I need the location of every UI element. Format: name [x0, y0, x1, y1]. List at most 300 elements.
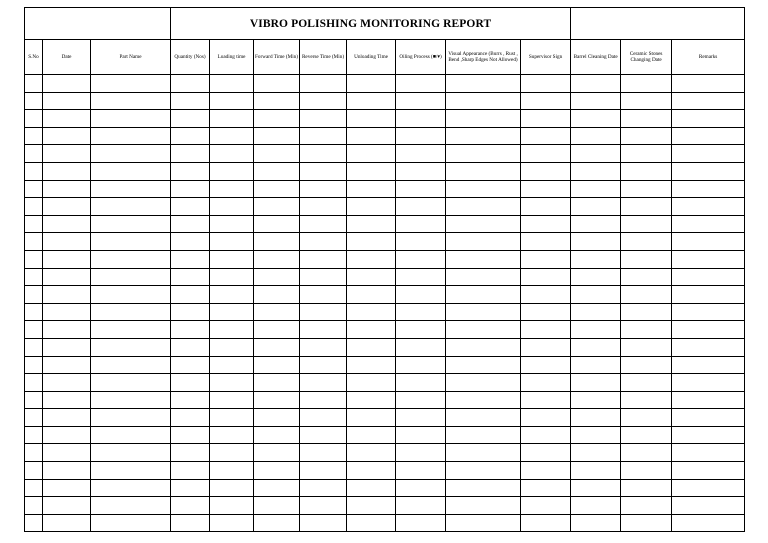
table-cell[interactable]: [446, 391, 521, 409]
table-cell[interactable]: [446, 303, 521, 321]
table-cell[interactable]: [672, 215, 745, 233]
table-cell[interactable]: [571, 462, 621, 480]
table-cell[interactable]: [621, 303, 672, 321]
table-cell[interactable]: [91, 92, 171, 110]
table-cell[interactable]: [521, 250, 571, 268]
table-cell[interactable]: [621, 110, 672, 128]
table-cell[interactable]: [672, 444, 745, 462]
table-cell[interactable]: [396, 286, 446, 304]
table-cell[interactable]: [43, 233, 91, 251]
table-cell[interactable]: [396, 321, 446, 339]
table-cell[interactable]: [621, 426, 672, 444]
table-cell[interactable]: [171, 75, 210, 93]
table-cell[interactable]: [621, 391, 672, 409]
table-cell[interactable]: [91, 338, 171, 356]
table-cell[interactable]: [672, 479, 745, 497]
table-cell[interactable]: [396, 110, 446, 128]
table-cell[interactable]: [672, 110, 745, 128]
table-cell[interactable]: [43, 215, 91, 233]
table-cell[interactable]: [254, 75, 300, 93]
table-cell[interactable]: [347, 75, 396, 93]
table-cell[interactable]: [571, 409, 621, 427]
table-cell[interactable]: [347, 198, 396, 216]
table-cell[interactable]: [347, 127, 396, 145]
table-cell[interactable]: [621, 356, 672, 374]
table-cell[interactable]: [91, 127, 171, 145]
table-cell[interactable]: [254, 215, 300, 233]
table-cell[interactable]: [43, 426, 91, 444]
table-cell[interactable]: [91, 321, 171, 339]
table-cell[interactable]: [621, 497, 672, 515]
table-cell[interactable]: [300, 250, 347, 268]
table-cell[interactable]: [300, 92, 347, 110]
table-cell[interactable]: [396, 233, 446, 251]
table-cell[interactable]: [571, 356, 621, 374]
table-cell[interactable]: [521, 479, 571, 497]
table-cell[interactable]: [25, 145, 43, 163]
table-cell[interactable]: [210, 75, 254, 93]
table-cell[interactable]: [621, 250, 672, 268]
table-cell[interactable]: [43, 514, 91, 532]
table-cell[interactable]: [621, 198, 672, 216]
table-cell[interactable]: [25, 426, 43, 444]
table-cell[interactable]: [254, 303, 300, 321]
table-cell[interactable]: [571, 75, 621, 93]
table-cell[interactable]: [347, 92, 396, 110]
table-cell[interactable]: [521, 321, 571, 339]
table-cell[interactable]: [171, 497, 210, 515]
table-cell[interactable]: [171, 162, 210, 180]
table-cell[interactable]: [347, 162, 396, 180]
table-cell[interactable]: [254, 286, 300, 304]
table-cell[interactable]: [25, 162, 43, 180]
table-cell[interactable]: [300, 215, 347, 233]
table-cell[interactable]: [571, 92, 621, 110]
table-cell[interactable]: [521, 92, 571, 110]
table-cell[interactable]: [521, 514, 571, 532]
table-cell[interactable]: [210, 462, 254, 480]
table-cell[interactable]: [446, 321, 521, 339]
table-cell[interactable]: [446, 514, 521, 532]
table-cell[interactable]: [171, 426, 210, 444]
table-cell[interactable]: [621, 514, 672, 532]
table-cell[interactable]: [300, 198, 347, 216]
table-cell[interactable]: [571, 198, 621, 216]
table-cell[interactable]: [25, 75, 43, 93]
table-cell[interactable]: [571, 145, 621, 163]
table-cell[interactable]: [621, 215, 672, 233]
table-cell[interactable]: [25, 92, 43, 110]
table-cell[interactable]: [210, 286, 254, 304]
table-cell[interactable]: [347, 356, 396, 374]
table-cell[interactable]: [521, 75, 571, 93]
table-cell[interactable]: [210, 233, 254, 251]
table-cell[interactable]: [521, 145, 571, 163]
table-cell[interactable]: [254, 479, 300, 497]
table-cell[interactable]: [171, 127, 210, 145]
table-cell[interactable]: [571, 497, 621, 515]
table-cell[interactable]: [43, 110, 91, 128]
table-cell[interactable]: [91, 286, 171, 304]
table-cell[interactable]: [347, 215, 396, 233]
table-cell[interactable]: [446, 198, 521, 216]
table-cell[interactable]: [25, 215, 43, 233]
table-cell[interactable]: [25, 110, 43, 128]
table-cell[interactable]: [347, 110, 396, 128]
table-cell[interactable]: [521, 110, 571, 128]
table-cell[interactable]: [347, 180, 396, 198]
table-cell[interactable]: [396, 426, 446, 444]
table-cell[interactable]: [300, 338, 347, 356]
table-cell[interactable]: [347, 426, 396, 444]
table-cell[interactable]: [571, 303, 621, 321]
table-cell[interactable]: [254, 145, 300, 163]
table-cell[interactable]: [25, 356, 43, 374]
table-cell[interactable]: [621, 479, 672, 497]
table-cell[interactable]: [672, 303, 745, 321]
table-cell[interactable]: [396, 514, 446, 532]
table-cell[interactable]: [521, 198, 571, 216]
table-cell[interactable]: [672, 391, 745, 409]
table-cell[interactable]: [25, 233, 43, 251]
table-cell[interactable]: [43, 462, 91, 480]
table-cell[interactable]: [446, 110, 521, 128]
table-cell[interactable]: [300, 409, 347, 427]
table-cell[interactable]: [571, 321, 621, 339]
table-cell[interactable]: [672, 180, 745, 198]
table-cell[interactable]: [254, 92, 300, 110]
table-cell[interactable]: [347, 444, 396, 462]
table-cell[interactable]: [571, 162, 621, 180]
table-cell[interactable]: [672, 497, 745, 515]
table-cell[interactable]: [254, 162, 300, 180]
table-cell[interactable]: [43, 92, 91, 110]
table-cell[interactable]: [300, 145, 347, 163]
table-cell[interactable]: [621, 162, 672, 180]
table-cell[interactable]: [254, 374, 300, 392]
table-cell[interactable]: [571, 215, 621, 233]
table-cell[interactable]: [621, 286, 672, 304]
table-cell[interactable]: [446, 444, 521, 462]
table-cell[interactable]: [446, 127, 521, 145]
table-cell[interactable]: [210, 444, 254, 462]
table-cell[interactable]: [210, 198, 254, 216]
table-cell[interactable]: [621, 444, 672, 462]
table-cell[interactable]: [672, 75, 745, 93]
table-cell[interactable]: [396, 162, 446, 180]
table-cell[interactable]: [300, 444, 347, 462]
table-cell[interactable]: [521, 127, 571, 145]
table-cell[interactable]: [446, 374, 521, 392]
table-cell[interactable]: [254, 233, 300, 251]
table-cell[interactable]: [43, 268, 91, 286]
table-cell[interactable]: [25, 321, 43, 339]
table-cell[interactable]: [91, 462, 171, 480]
table-cell[interactable]: [171, 338, 210, 356]
table-cell[interactable]: [171, 321, 210, 339]
table-cell[interactable]: [521, 286, 571, 304]
table-cell[interactable]: [171, 268, 210, 286]
table-cell[interactable]: [43, 338, 91, 356]
table-cell[interactable]: [210, 215, 254, 233]
table-cell[interactable]: [91, 233, 171, 251]
table-cell[interactable]: [446, 356, 521, 374]
table-cell[interactable]: [521, 233, 571, 251]
table-cell[interactable]: [446, 462, 521, 480]
table-cell[interactable]: [446, 250, 521, 268]
table-cell[interactable]: [621, 145, 672, 163]
table-cell[interactable]: [171, 110, 210, 128]
table-cell[interactable]: [300, 497, 347, 515]
table-cell[interactable]: [621, 321, 672, 339]
table-cell[interactable]: [672, 426, 745, 444]
table-cell[interactable]: [171, 462, 210, 480]
table-cell[interactable]: [446, 286, 521, 304]
table-cell[interactable]: [446, 180, 521, 198]
table-cell[interactable]: [446, 162, 521, 180]
table-cell[interactable]: [91, 180, 171, 198]
table-cell[interactable]: [396, 356, 446, 374]
table-cell[interactable]: [43, 75, 91, 93]
table-cell[interactable]: [672, 462, 745, 480]
table-cell[interactable]: [254, 426, 300, 444]
table-cell[interactable]: [300, 374, 347, 392]
table-cell[interactable]: [210, 303, 254, 321]
table-cell[interactable]: [571, 268, 621, 286]
table-cell[interactable]: [672, 268, 745, 286]
table-cell[interactable]: [91, 444, 171, 462]
table-cell[interactable]: [210, 250, 254, 268]
table-cell[interactable]: [621, 374, 672, 392]
table-cell[interactable]: [210, 321, 254, 339]
table-cell[interactable]: [171, 356, 210, 374]
table-cell[interactable]: [672, 127, 745, 145]
table-cell[interactable]: [171, 514, 210, 532]
table-cell[interactable]: [171, 409, 210, 427]
table-cell[interactable]: [210, 374, 254, 392]
table-cell[interactable]: [396, 374, 446, 392]
table-cell[interactable]: [254, 497, 300, 515]
table-cell[interactable]: [396, 92, 446, 110]
table-cell[interactable]: [672, 321, 745, 339]
table-cell[interactable]: [210, 356, 254, 374]
table-cell[interactable]: [300, 356, 347, 374]
table-cell[interactable]: [571, 286, 621, 304]
table-cell[interactable]: [396, 303, 446, 321]
table-cell[interactable]: [347, 462, 396, 480]
table-cell[interactable]: [91, 409, 171, 427]
table-cell[interactable]: [210, 479, 254, 497]
table-cell[interactable]: [171, 479, 210, 497]
table-cell[interactable]: [43, 162, 91, 180]
table-cell[interactable]: [25, 374, 43, 392]
table-cell[interactable]: [43, 409, 91, 427]
table-cell[interactable]: [571, 110, 621, 128]
table-cell[interactable]: [521, 303, 571, 321]
table-cell[interactable]: [300, 462, 347, 480]
table-cell[interactable]: [254, 444, 300, 462]
table-cell[interactable]: [621, 233, 672, 251]
table-cell[interactable]: [396, 409, 446, 427]
table-cell[interactable]: [446, 479, 521, 497]
table-cell[interactable]: [672, 374, 745, 392]
table-cell[interactable]: [672, 250, 745, 268]
table-cell[interactable]: [347, 250, 396, 268]
table-cell[interactable]: [254, 409, 300, 427]
table-cell[interactable]: [521, 356, 571, 374]
table-cell[interactable]: [672, 233, 745, 251]
table-cell[interactable]: [300, 426, 347, 444]
table-cell[interactable]: [571, 338, 621, 356]
table-cell[interactable]: [210, 514, 254, 532]
table-cell[interactable]: [43, 374, 91, 392]
table-cell[interactable]: [25, 462, 43, 480]
table-cell[interactable]: [446, 338, 521, 356]
table-cell[interactable]: [621, 127, 672, 145]
table-cell[interactable]: [25, 303, 43, 321]
table-cell[interactable]: [210, 127, 254, 145]
table-cell[interactable]: [254, 391, 300, 409]
table-cell[interactable]: [210, 391, 254, 409]
table-cell[interactable]: [672, 286, 745, 304]
table-cell[interactable]: [43, 321, 91, 339]
table-cell[interactable]: [396, 479, 446, 497]
table-cell[interactable]: [347, 303, 396, 321]
table-cell[interactable]: [672, 162, 745, 180]
table-cell[interactable]: [446, 497, 521, 515]
table-cell[interactable]: [300, 514, 347, 532]
table-cell[interactable]: [210, 145, 254, 163]
table-cell[interactable]: [25, 409, 43, 427]
table-cell[interactable]: [300, 286, 347, 304]
table-cell[interactable]: [300, 162, 347, 180]
table-cell[interactable]: [25, 479, 43, 497]
table-cell[interactable]: [171, 286, 210, 304]
table-cell[interactable]: [396, 198, 446, 216]
table-cell[interactable]: [300, 479, 347, 497]
table-cell[interactable]: [171, 180, 210, 198]
table-cell[interactable]: [521, 338, 571, 356]
table-cell[interactable]: [672, 198, 745, 216]
table-cell[interactable]: [521, 215, 571, 233]
table-cell[interactable]: [672, 356, 745, 374]
table-cell[interactable]: [171, 92, 210, 110]
table-cell[interactable]: [43, 444, 91, 462]
table-cell[interactable]: [521, 391, 571, 409]
table-cell[interactable]: [571, 444, 621, 462]
table-cell[interactable]: [396, 444, 446, 462]
table-cell[interactable]: [621, 268, 672, 286]
table-cell[interactable]: [521, 268, 571, 286]
table-cell[interactable]: [43, 497, 91, 515]
table-cell[interactable]: [91, 215, 171, 233]
table-cell[interactable]: [396, 391, 446, 409]
table-cell[interactable]: [521, 497, 571, 515]
table-cell[interactable]: [396, 180, 446, 198]
table-cell[interactable]: [521, 409, 571, 427]
table-cell[interactable]: [43, 250, 91, 268]
table-cell[interactable]: [396, 462, 446, 480]
table-cell[interactable]: [396, 145, 446, 163]
table-cell[interactable]: [254, 180, 300, 198]
table-cell[interactable]: [171, 444, 210, 462]
table-cell[interactable]: [347, 497, 396, 515]
table-cell[interactable]: [25, 514, 43, 532]
table-cell[interactable]: [25, 286, 43, 304]
table-cell[interactable]: [91, 162, 171, 180]
table-cell[interactable]: [621, 92, 672, 110]
table-cell[interactable]: [347, 286, 396, 304]
table-cell[interactable]: [43, 198, 91, 216]
table-cell[interactable]: [91, 391, 171, 409]
table-cell[interactable]: [347, 374, 396, 392]
table-cell[interactable]: [254, 356, 300, 374]
table-cell[interactable]: [43, 303, 91, 321]
table-cell[interactable]: [43, 180, 91, 198]
table-cell[interactable]: [91, 145, 171, 163]
table-cell[interactable]: [446, 268, 521, 286]
table-cell[interactable]: [171, 145, 210, 163]
table-cell[interactable]: [210, 110, 254, 128]
table-cell[interactable]: [25, 268, 43, 286]
table-cell[interactable]: [347, 514, 396, 532]
table-cell[interactable]: [396, 215, 446, 233]
table-cell[interactable]: [25, 198, 43, 216]
table-cell[interactable]: [254, 250, 300, 268]
table-cell[interactable]: [91, 514, 171, 532]
table-cell[interactable]: [91, 75, 171, 93]
table-cell[interactable]: [396, 75, 446, 93]
table-cell[interactable]: [571, 374, 621, 392]
table-cell[interactable]: [672, 514, 745, 532]
table-cell[interactable]: [571, 479, 621, 497]
table-cell[interactable]: [396, 268, 446, 286]
table-cell[interactable]: [521, 426, 571, 444]
table-cell[interactable]: [446, 215, 521, 233]
table-cell[interactable]: [171, 374, 210, 392]
table-cell[interactable]: [571, 180, 621, 198]
table-cell[interactable]: [347, 321, 396, 339]
table-cell[interactable]: [300, 303, 347, 321]
table-cell[interactable]: [621, 338, 672, 356]
table-cell[interactable]: [396, 127, 446, 145]
table-cell[interactable]: [521, 444, 571, 462]
table-cell[interactable]: [571, 127, 621, 145]
table-cell[interactable]: [171, 215, 210, 233]
table-cell[interactable]: [254, 514, 300, 532]
table-cell[interactable]: [43, 479, 91, 497]
table-cell[interactable]: [91, 497, 171, 515]
table-cell[interactable]: [210, 426, 254, 444]
table-cell[interactable]: [43, 356, 91, 374]
table-cell[interactable]: [25, 250, 43, 268]
table-cell[interactable]: [446, 75, 521, 93]
table-cell[interactable]: [171, 233, 210, 251]
table-cell[interactable]: [210, 409, 254, 427]
table-cell[interactable]: [171, 391, 210, 409]
table-cell[interactable]: [621, 409, 672, 427]
table-cell[interactable]: [446, 145, 521, 163]
table-cell[interactable]: [25, 444, 43, 462]
table-cell[interactable]: [347, 479, 396, 497]
table-cell[interactable]: [672, 409, 745, 427]
table-cell[interactable]: [621, 180, 672, 198]
table-cell[interactable]: [347, 233, 396, 251]
table-cell[interactable]: [43, 391, 91, 409]
table-cell[interactable]: [521, 374, 571, 392]
table-cell[interactable]: [347, 268, 396, 286]
table-cell[interactable]: [91, 198, 171, 216]
